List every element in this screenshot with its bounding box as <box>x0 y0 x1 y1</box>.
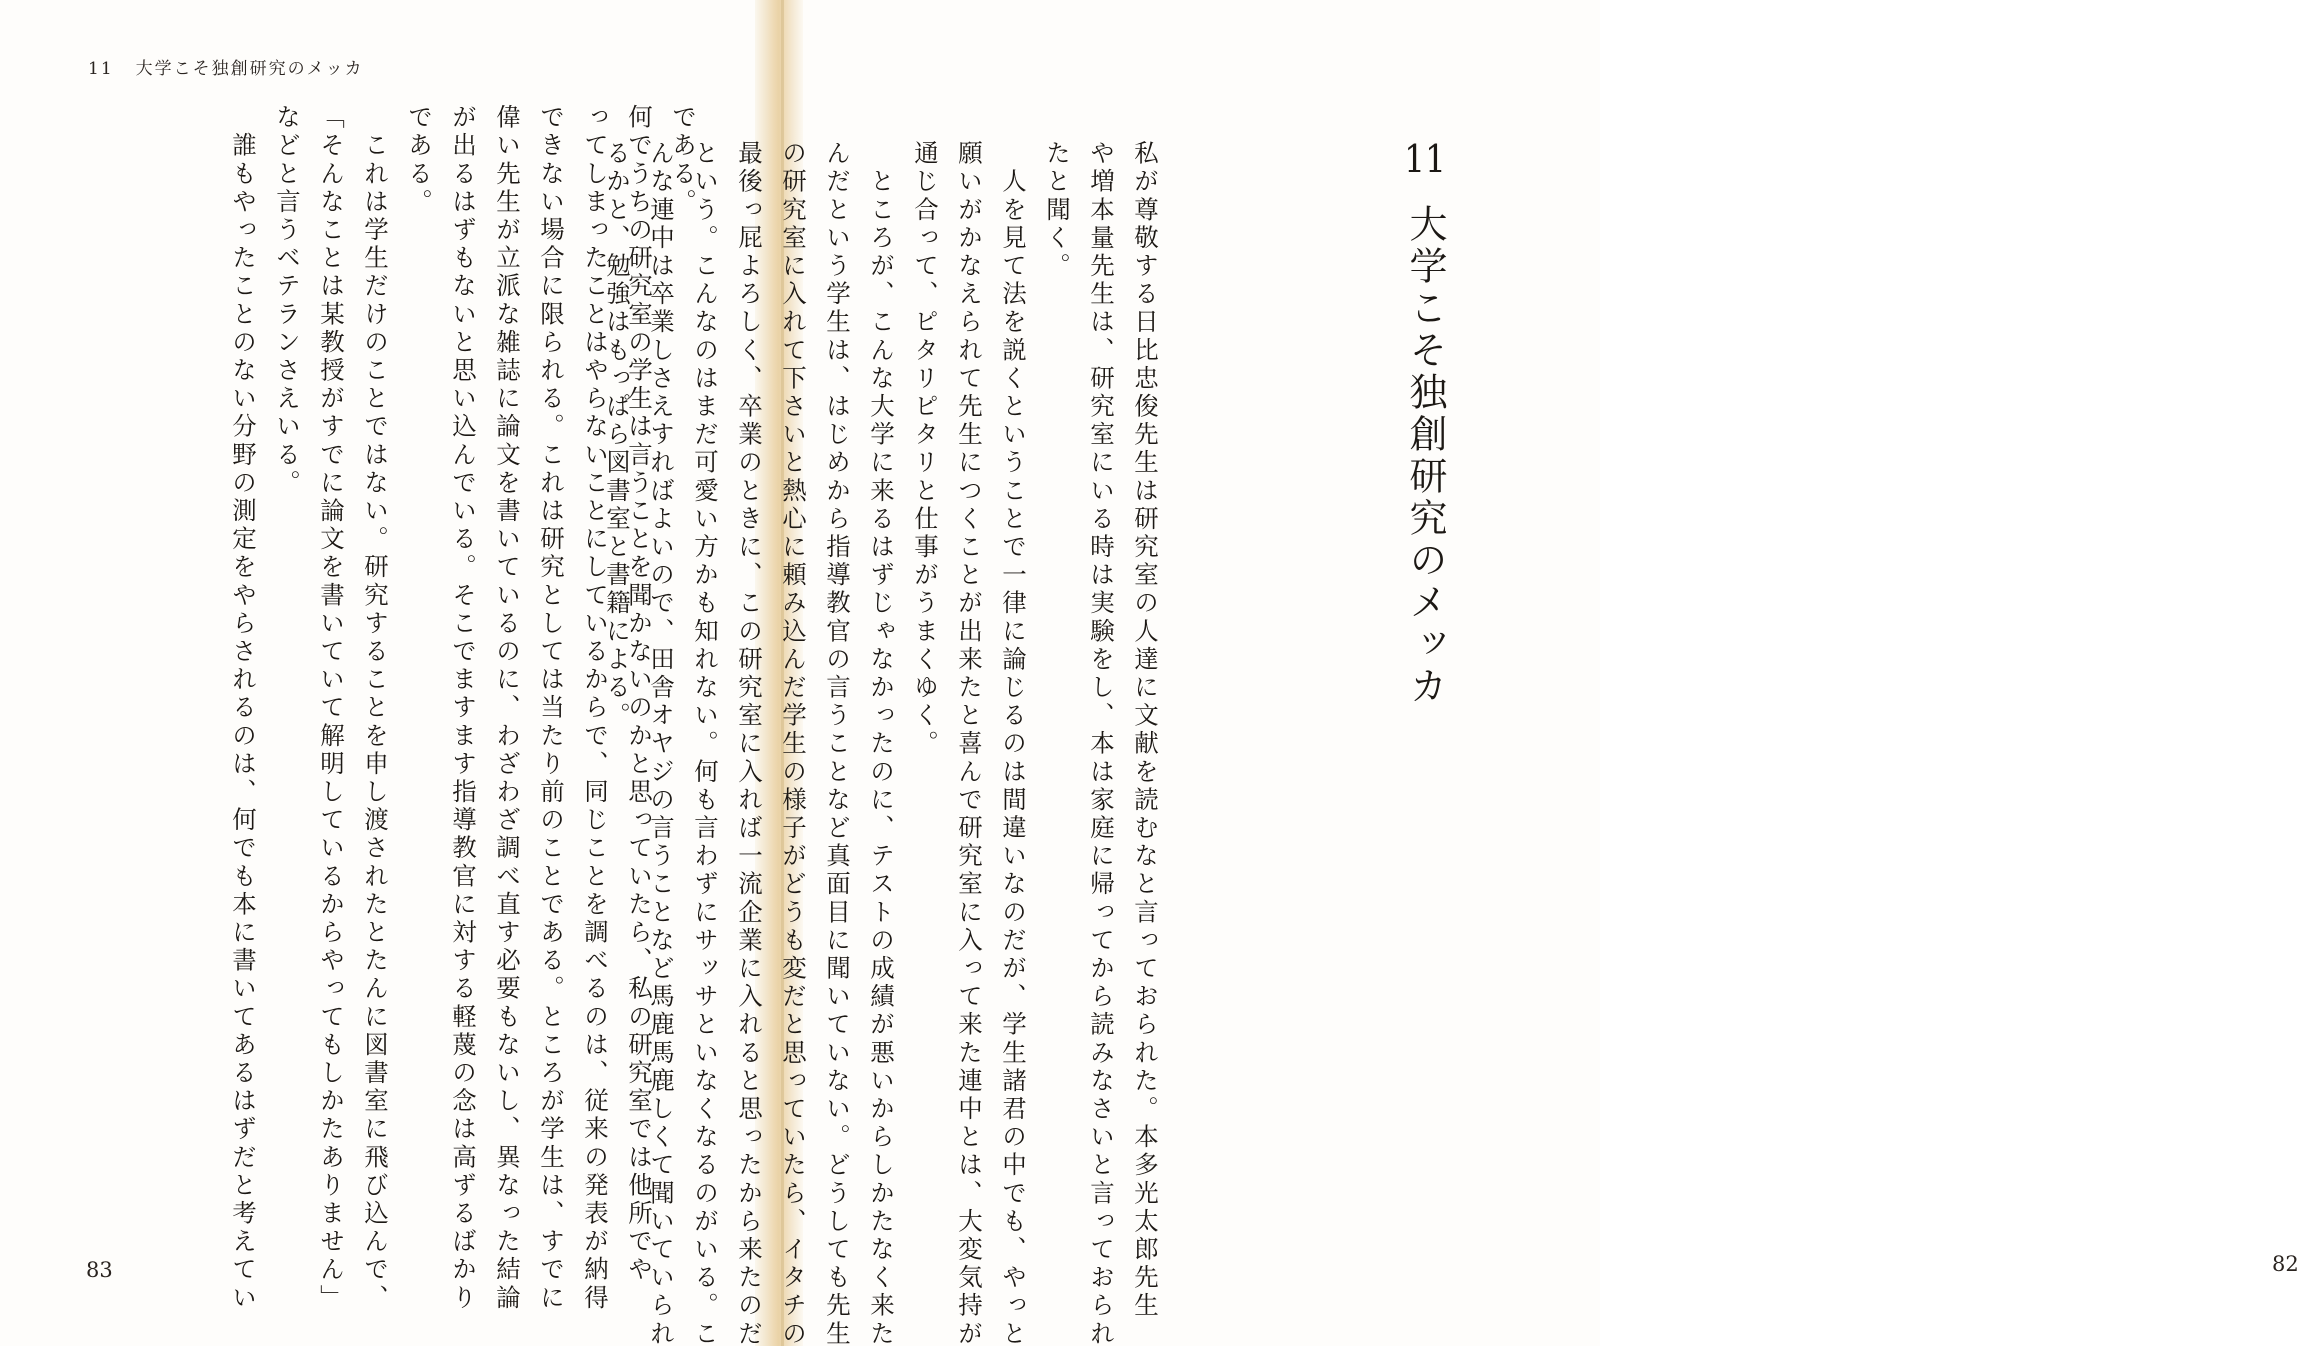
running-header <box>88 54 386 79</box>
page-number-left: 83 <box>86 1258 113 1282</box>
chapter-number: 11 <box>1404 140 1446 178</box>
running-header-number: 11 <box>88 59 114 79</box>
chapter-title: 大学こそ独創研究のメッカ <box>1403 204 1447 708</box>
running-header-title: 大学こそ独創研究のメッカ <box>135 59 364 79</box>
right-page-body-text: 私が尊敬する日比忠俊先生は研究室の人達に文献を読むなと言っておられた。本多光太郎先生 や増本量先生は、研究室にいる時は実験をし、本は家庭に帰ってから読みなさいと言っておられ たと聞く。 人を見て法を説くということで一律に論じるのは間違いなのだが、学生諸君の中でも、やっと 願いがかなえられて先生につくことが出来たと喜んで研究室に入って来た連中とは、大変気持が 通じ合って、ピタリピタリと仕事がうまくゆく。 ところが、こんな大学に来るはずじゃなかったのに、テストの成績が悪いからしかたなく来た んだという学生は、はじめから指導教官の言うことなど真面目に聞いていない。どうしても先生 の研究室に入れて下さいと熱心に頼み込んだ学生の様子がどうも変だと思っていたら、イタチの 最後っ屁よろしく、卒業のときに、この研究室に入れば一流企業に入れると思ったから来たのだ という。こんなのはまだ可愛い方かも知れない。何も言わずにサッサといなくなるのがいる。こ んな連中は卒業しさえすればよいので、田舎オヤジの言うことなど馬鹿馬鹿しくて聞いていられ るかと、勉強はもっぱら図書室と書籍による。 <box>603 140 1160 1348</box>
left-page-body-text: である。 何でうちの研究室の学生は言うことを聞かないのかと思っていたら、私の研究室では他所でや ってしまったことはやらないことにしているからで、同じことを調べるのは、従来の発表が納得 できない場合に限られる。これは研究としては当たり前のことである。ところが学生は、すでに 偉い先生が立派な雑誌に論文を書いているのに、わざわざ調べ直す必要もないし、異なった結論 が出るはずもないと思い込んでいる。そこでますます指導教官に対する軽蔑の念は高ずるばかり である。 これは学生だけのことではない。研究することを申し渡されたとたんに図書室に飛び込んで、 「そんなことは某教授がすでに論文を書いていて解明しているからやってもしかたありません」 などと言うベテランさえいる。 誰もやったことのない分野の測定をやらされるのは、何でも本に書いてあるはずだと考えてい <box>229 104 698 1313</box>
chapter-heading <box>1398 140 1453 708</box>
page-number-right: 82 <box>2272 1252 2299 1276</box>
